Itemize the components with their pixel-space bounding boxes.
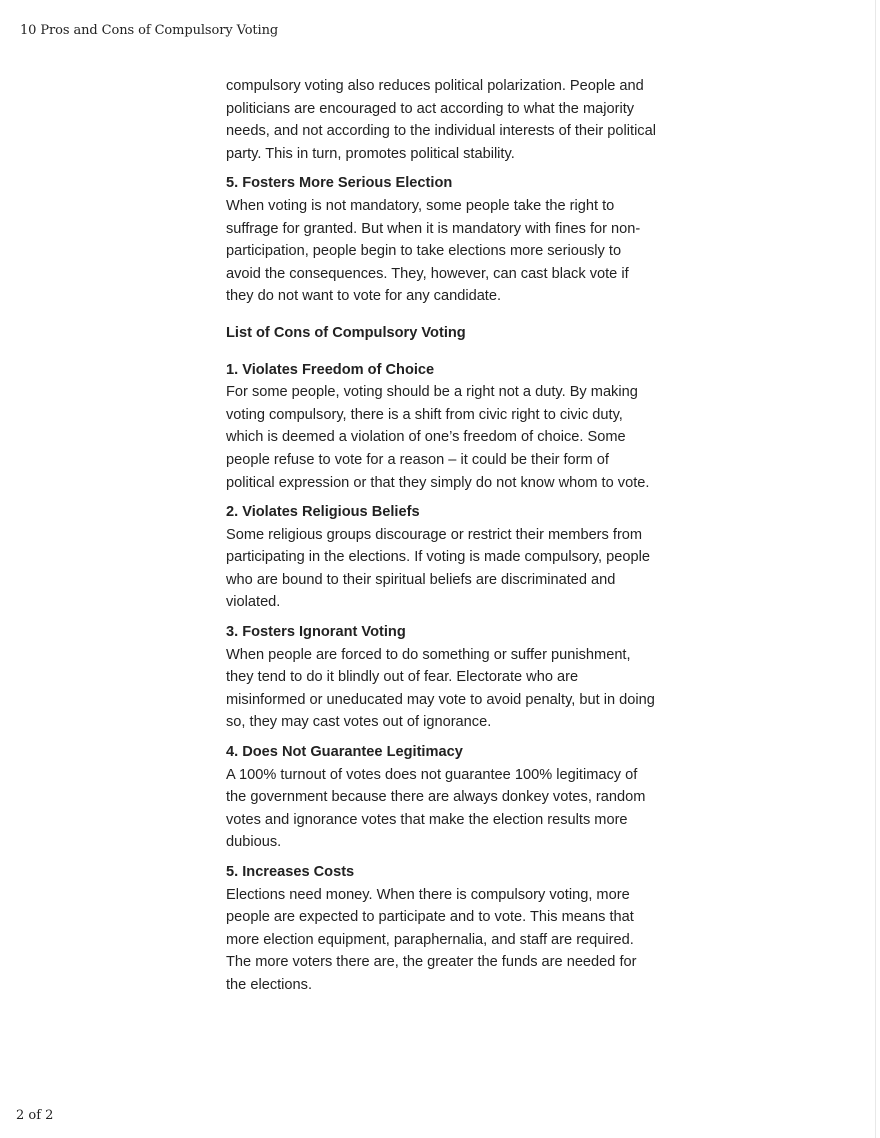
cons-item-4	[226, 741, 656, 854]
page-header-title: 10 Pros and Cons of Compulsory Voting	[20, 23, 279, 38]
page-number: 2 of 2	[16, 1108, 54, 1123]
cons-item-5-body: Elections need money. When there is compulsory voting, more people are expected to participate and to vote. This means that more election equipment, paraphernalia, and staff are required. The more voters there are, the greater the funds are needed for the elections.	[226, 886, 637, 993]
cons-section-heading: List of Cons of Compulsory Voting	[226, 324, 466, 341]
article-body	[226, 75, 656, 997]
cons-item-3-body: When people are forced to do something or suffer punishment, they tend to do it blindly out of fear. Electorate who are misinformed or uneducated may vote to avoid penalty, but in doing so, they may cast votes out of ignorance.	[226, 646, 655, 731]
cons-item-1	[226, 359, 656, 495]
pros-item-5-body: When voting is not mandatory, some people take the right to suffrage for granted. But when it is mandatory with fines for non-participation, people begin to take elections more seriously to avoid the consequences. They, however, can cast black vote if they do not want to vote for any candidate.	[226, 197, 641, 305]
scan-edge-divider	[875, 0, 876, 1138]
cons-item-3-heading: 3. Fosters Ignorant Voting	[226, 624, 406, 641]
cons-item-5-heading: 5. Increases Costs	[226, 864, 355, 880]
cons-item-5	[226, 861, 656, 997]
cons-item-2-heading: 2. Violates Religious Beliefs	[226, 504, 420, 521]
cons-item-1-body: For some people, voting should be a right not a duty. By making voting compulsory, there is a shift from civic right to civic duty, which is deemed a violation of one’s freedom of choice. Some people refuse to vote for a reason – it could be their form of political expression or that they simply do not know whom to vote.	[226, 384, 650, 491]
cons-item-4-body: A 100% turnout of votes does not guarantee 100% legitimacy of the government because there are always donkey votes, random votes and ignorance votes that make the election results more dubious.	[226, 766, 646, 851]
cons-item-1-heading: 1. Violates Freedom of Choice	[226, 361, 435, 378]
pros-item-5	[226, 172, 656, 308]
cons-item-4-heading: 4. Does Not Guarantee Legitimacy	[226, 744, 463, 761]
pros-item-5-heading: 5. Fosters More Serious Election	[226, 175, 453, 192]
cons-item-3	[226, 621, 656, 734]
cons-item-2	[226, 501, 656, 614]
cons-item-2-body: Some religious groups discourage or restrict their members from participating in the elections. If voting is made compulsory, people who are bound to their spiritual beliefs are discriminated and violated.	[226, 526, 650, 611]
intro-paragraph: compulsory voting also reduces political polarization. People and politicians are encouraged to act according to what the majority needs, and not according to the individual interests of their political party. This in turn, promotes political stability.	[226, 78, 656, 162]
